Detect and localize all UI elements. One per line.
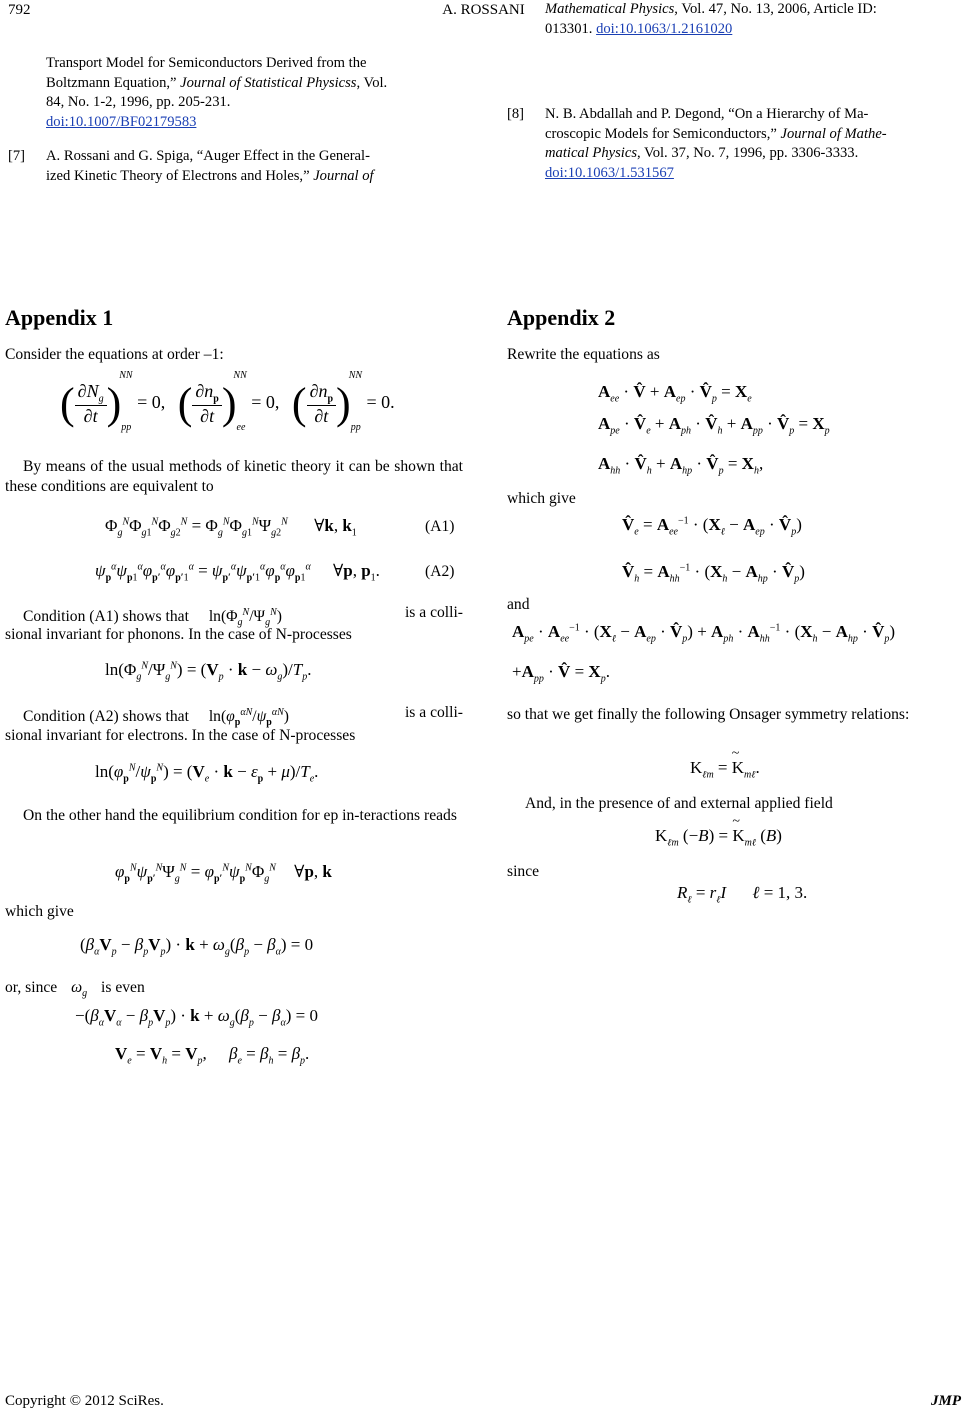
paragraph: so that we get finally the following Onsager symmetry relations: [507, 706, 910, 723]
equation-beta-relation-even: $-(\beta_\alpha V_\alpha - \beta_pV_p) \cdot k + \omega_g(\beta_p - \beta_\alpha) = 0$ [75, 1006, 318, 1029]
equation-a2: $\psi_p^\alpha\psi_{p1}^\alpha\varphi_{p'}^\alpha\varphi_{p'1}^\alpha = \psi_{p'}^\alpha\psi_{p'1}^\alpha\varphi_p^\alpha\varphi_{p1}^\alpha$ ∀p, $p_1$. [95, 561, 380, 584]
paragraph: Condition (A1) shows that $\ln(\Phi_g^N/\Psi_g^N)$ is a colli- [23, 604, 463, 629]
paragraph: since [507, 863, 540, 880]
equation-order-minus-one: ( $\frac{\partial N_g}{\partial t}$ )$_{pp}^{NN} = 0$, ( $\frac{\partial n_p}{\partial t}$ )$_{ee}^{NN} = 0$, ( $\frac{\partial n_p}{\partial t}$ )$_{pp}^{NN} = 0$. [60, 370, 395, 433]
running-title: A. ROSSANI [442, 2, 525, 18]
reference-7: [7] A. Rossani and G. Spiga, “Auger Effect in the General- ized Kinetic Theory of Electrons and Holes,” Journal of [8, 148, 374, 184]
equation-electron-invariant: $\ln(\varphi_p^N/\psi_p^N) = (V_e \cdot k - \varepsilon_p + \mu)/T_e$. [95, 762, 319, 785]
equation-label: (A2) [425, 563, 455, 580]
equation-phonon-invariant: $\ln(\Phi_g^N/\Psi_g^N) = (V_p \cdot k - \omega_g)/T_p$. [105, 660, 312, 683]
equation-resistance: $R_\ell = r_\ell I$ ℓ = 1, 3. [677, 883, 808, 906]
paragraph: which give [5, 903, 74, 920]
paragraph: Rewrite the equations as [507, 346, 660, 363]
ref-line: Boltzmann Equation,” Journal of Statistical Physicss, Vol. [46, 74, 388, 91]
ref-line: Transport Model for Semiconductors Derived from the [46, 55, 367, 71]
paragraph: Condition (A2) shows that $\ln(\varphi_p^{\alpha N}/\psi_p^{\alpha N})$ is a colli- [23, 704, 463, 729]
equation-equalities: $V_e = V_h = V_p$, $\beta_e = \beta_h = \beta_p$. [115, 1044, 310, 1067]
paragraph: Consider the equations at order –1: [5, 346, 224, 363]
equation-vh: $V̂_h = A_{hh}^{-1} \cdot (X_h - A_{hp}$ · $V̂_p$) [622, 562, 805, 585]
paragraph: By means of the usual methods of kinetic theory it can be shown that these conditions are equivalent to [5, 458, 463, 495]
equation-combined-2: $+A_{pp}$ · V̂ = $X_p$. [512, 662, 610, 685]
equation-onsager: $K_{\ell m} = K$ ~ $_{m\ell}$. [690, 746, 760, 781]
paragraph: or, since $\omega_g$ is even [5, 979, 145, 1000]
journal-abbrev: JMP [931, 1393, 961, 1409]
equation-combined-1: $A_{pe} \cdot A_{ee}^{-1} \cdot (X_\ell - A_{ep}$ · $V̂_p) + A_{ph} \cdot A_{hh}^{-1} \cdot (X_h - A_{hp}$ · $V̂_p$) [512, 622, 896, 645]
paragraph: sional invariant for phonons. In the case of N-processes [5, 626, 352, 643]
equation-rewrite-3: $A_{hh}$ · $V̂_h + A_{hp}$ · $V̂_p = X_h$, [598, 454, 764, 477]
doi-link[interactable]: doi:10.1063/1.2161020 [596, 20, 733, 37]
equation-ve: $V̂_e = A_{ee}^{-1} \cdot (X_\ell - A_{ep}$ · $V̂_p$) [622, 515, 802, 538]
paragraph: which give [507, 490, 576, 507]
reference-7-continued: Mathematical Physics, Vol. 47, No. 13, 2006, Article ID: 013301. doi:10.1063/1.2161020 [545, 1, 877, 37]
paragraph: On the other hand the equilibrium condition for ep in-teractions reads [23, 807, 457, 824]
paragraph: sional invariant for electrons. In the case of N-processes [5, 727, 356, 744]
equation-rewrite-2: $A_{pe}$ · $V̂_e + A_{ph}$ · $V̂_h + A_{pp}$ · $V̂_p = X_p$ [598, 414, 830, 437]
ref-line: 84, No. 1-2, 1996, pp. 205-231. [46, 94, 231, 110]
copyright: Copyright © 2012 SciRes. [5, 1393, 164, 1409]
doi-link[interactable]: doi:10.1063/1.531567 [545, 164, 674, 181]
equation-a1: $\Phi_g^N\Phi_{g1}^N\Phi_{g2}^N = \Phi_g^N\Phi_{g1}^N\Psi_{g2}^N$ ∀k, $k_1$ [105, 516, 357, 539]
equation-beta-relation: $(\beta_\alpha V_p - \beta_pV_p) \cdot k + \omega_g(\beta_p - \beta_\alpha) = 0$ [80, 935, 314, 958]
equation-label: (A1) [425, 518, 455, 535]
appendix2-title: Appendix 2 [507, 305, 616, 330]
equation-ep-equilibrium: $\varphi_p^N\psi_{p'}^N\Psi_g^N = \varphi_{p'}^N\psi_p^N\Phi_g^N$ ∀p, k [115, 862, 332, 885]
page-number: 792 [8, 2, 31, 18]
paragraph: and [507, 596, 530, 613]
reference-continuation [46, 54, 466, 132]
equation-rewrite-1: $A_{ee}$ · V̂ + $A_{ep}$ · $V̂_p = X_e$ [598, 382, 752, 405]
appendix1-title: Appendix 1 [5, 305, 114, 330]
doi-link[interactable]: doi:10.1007/BF02179583 [46, 113, 197, 130]
reference-8: [8] N. B. Abdallah and P. Degond, “On a Hierarchy of Ma- croscopic Models for Semiconductors,” Journal of Mathe- matical Physics, Vol. 37, No. 7, 1996, pp. 3306-3333. doi:10.1063/1.531567 [507, 106, 887, 181]
paragraph: And, in the presence of and external applied field [525, 795, 833, 812]
equation-onsager-field: $K_{\ell m}$ (−B) = K ~ $_{m\ell}$ (B) [655, 814, 782, 849]
